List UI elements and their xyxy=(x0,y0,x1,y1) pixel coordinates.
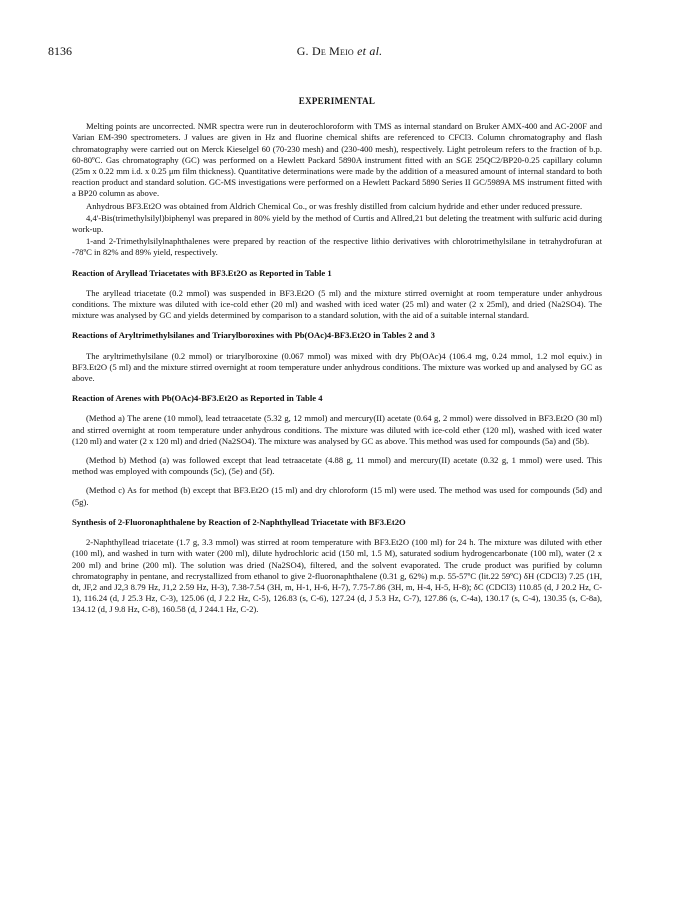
synthesis-paragraph: 2-Naphthyllead triacetate (1.7 g, 3.3 mmol) was stirred at room temperature with BF3.Et2O (100 ml) for 24 h. The mixture was diluted with ether (100 ml), and washed in turn with water (200 ml), dilute hydrochloric acid (150 ml, 1.5 M), saturated sodium hydrogencarbonate (100 ml), water (2 x 200 ml) and brine (200 ml). The solution was dried (Na2SO4), filtered, and the solvent evaporated. The crude product was purified by column chromatography in pentane, and recrystallized from ethanol to give 2-fluoronaphthalene (0.31 g, 62%) m.p. 55-57ºC (lit.22 59ºC) δH (CDCl3) 7.25 (1H, dt, JF,2 and J2,3 8.79 Hz, J1,2 2.59 Hz, H-3), 7.38-7.54 (3H, m, H-1, H-6, H-7), 7.75-7.86 (3H, m, H-4, H-5, H-8); δC (CDCl3) 110.85 (d, J 20.2 Hz, C-1), 116.24 (d, J 25.3 Hz, C-3), 125.06 (d, J 2.2 Hz, C-5), 126.83 (s, C-6), 127.24 (d, J 5.3 Hz, C-7), 127.86 (s, C-4a), 130.17 (s, C-4), 130.35 (s, C-8a), 134.12 (d, J 9.8 Hz, C-8), 160.58 (d, J 244.1 Hz, C-2). xyxy=(72,537,602,615)
tables2-3-procedure-paragraph: The aryltrimethylsilane (0.2 mmol) or triarylboroxine (0.067 mmol) was mixed with dry Pb(OAc)4 (106.4 mg, 0.24 mmol, 1.2 mol equiv.) in BF3.Et2O (5 ml) and the mixture stirred overnight at room temperature under anhydrous conditions. The mixture was worked up and analysed by GC as above. xyxy=(72,350,602,384)
bf3-paragraph: Anhydrous BF3.Et2O was obtained from Aldrich Chemical Co., or was freshly distilled from calcium hydride and ether under reduced pressure. xyxy=(86,200,583,211)
method-c-paragraph: (Method c) As for method (b) except that BF3.Et2O (15 ml) and dry chloroform (15 ml) were used. The method was used for compounds (5d) and (5g). xyxy=(72,485,602,507)
subheading-tables2-3: Reactions of Aryltrimethylsilanes and Triarylboroxines with Pb(OAc)4-BF3.Et2O in Tables 2 and 3 xyxy=(72,330,435,341)
article-body xyxy=(72,96,602,617)
method-b-paragraph: (Method b) Method (a) was followed except that lead tetraacetate (4.88 g, 11 mmol) and mercury(II) acetate (0.32 g, 1 mmol) were used. This method was employed with compounds (5c), (5e) and (5f). xyxy=(72,455,602,477)
running-head-authors: G. De Meio xyxy=(296,44,354,58)
table1-procedure-paragraph: The aryllead triacetate (0.2 mmol) was suspended in BF3.Et2O (5 ml) and the mixture stirred overnight at room temperature under anhydrous conditions. The mixture was diluted with ice-cold ether (20 ml) and washed with iced water (25 ml) and water (2 x 25ml), and dried (Na2SO4). The mixture was analysed by GC and yields determined by comparison to a standard solution, with the aid of a suitable internal standard. xyxy=(72,287,602,321)
subheading-synthesis: Synthesis of 2-Fluoronaphthalene by Reaction of 2-Naphthyllead Triacetate with BF3.Et2O xyxy=(72,516,406,527)
general-methods-paragraph: Melting points are uncorrected. NMR spectra were run in deuterochloroform with TMS as internal standard on Bruker AMX-400 and AC-200F and Varian EM-390 spectrometers. J values are given in Hz and fluorine chemical shifts are referenced to CFCl3. Column chromatography and flash chromatography were carried out on Merck Kieselgel 60 (70-230 mesh) and (230-400 mesh), respectively. Light petroleum refers to the fraction of b.p. 60-80ºC. Gas chromatography (GC) was performed on a Hewlett Packard 5890A instrument fitted with an SGE 25QC2/BP20-0.25 capillary column (25m x 0.22 mm i.d. x 0.25 μm film thickness). Quantitative determinations were made by the addition of a measured amount of internal standard to both reaction product and standard solution. GC-MS investigations were performed on a Hewlett Packard 5890 Series II GC/5989A MS instrument fitted with a BP20 column as above. xyxy=(72,121,602,199)
running-head xyxy=(0,44,679,59)
running-head-etal: et al. xyxy=(357,44,383,58)
subheading-table4: Reaction of Arenes with Pb(OAc)4-BF3.Et2O as Reported in Table 4 xyxy=(72,393,323,404)
page-number: 8136 xyxy=(48,44,72,58)
biphenyl-paragraph: 4,4'-Bis(trimethylsilyl)biphenyl was prepared in 80% yield by the method of Curtis and Allred,21 but deleting the treatment with sulfuric acid during work-up. xyxy=(72,212,602,235)
section-title: EXPERIMENTAL xyxy=(298,96,376,106)
naphthalenes-paragraph: 1-and 2-Trimethylsilylnaphthalenes were prepared by reaction of the respective lithio derivatives with chlorotrimethylsilane in tetrahydrofuran at -78ºC in 82% and 89% yield, respectively. xyxy=(72,236,602,258)
method-a-paragraph: (Method a) The arene (10 mmol), lead tetraacetate (5.32 g, 12 mmol) and mercury(II) acetate (0.64 g, 2 mmol) were dissolved in BF3.Et2O (30 ml) and stirred overnight at room temperature under anhydrous conditions. The mixture was diluted with ice-cold ether (120 ml), washed with iced water (120 ml) and water (2 x 120 ml) and dried (Na2SO4). The mixture was analysed by GC as above. This method was used for compounds (5a) and (5b). xyxy=(72,413,602,446)
subheading-table1: Reaction of Aryllead Triacetates with BF3.Et2O as Reported in Table 1 xyxy=(72,267,332,278)
